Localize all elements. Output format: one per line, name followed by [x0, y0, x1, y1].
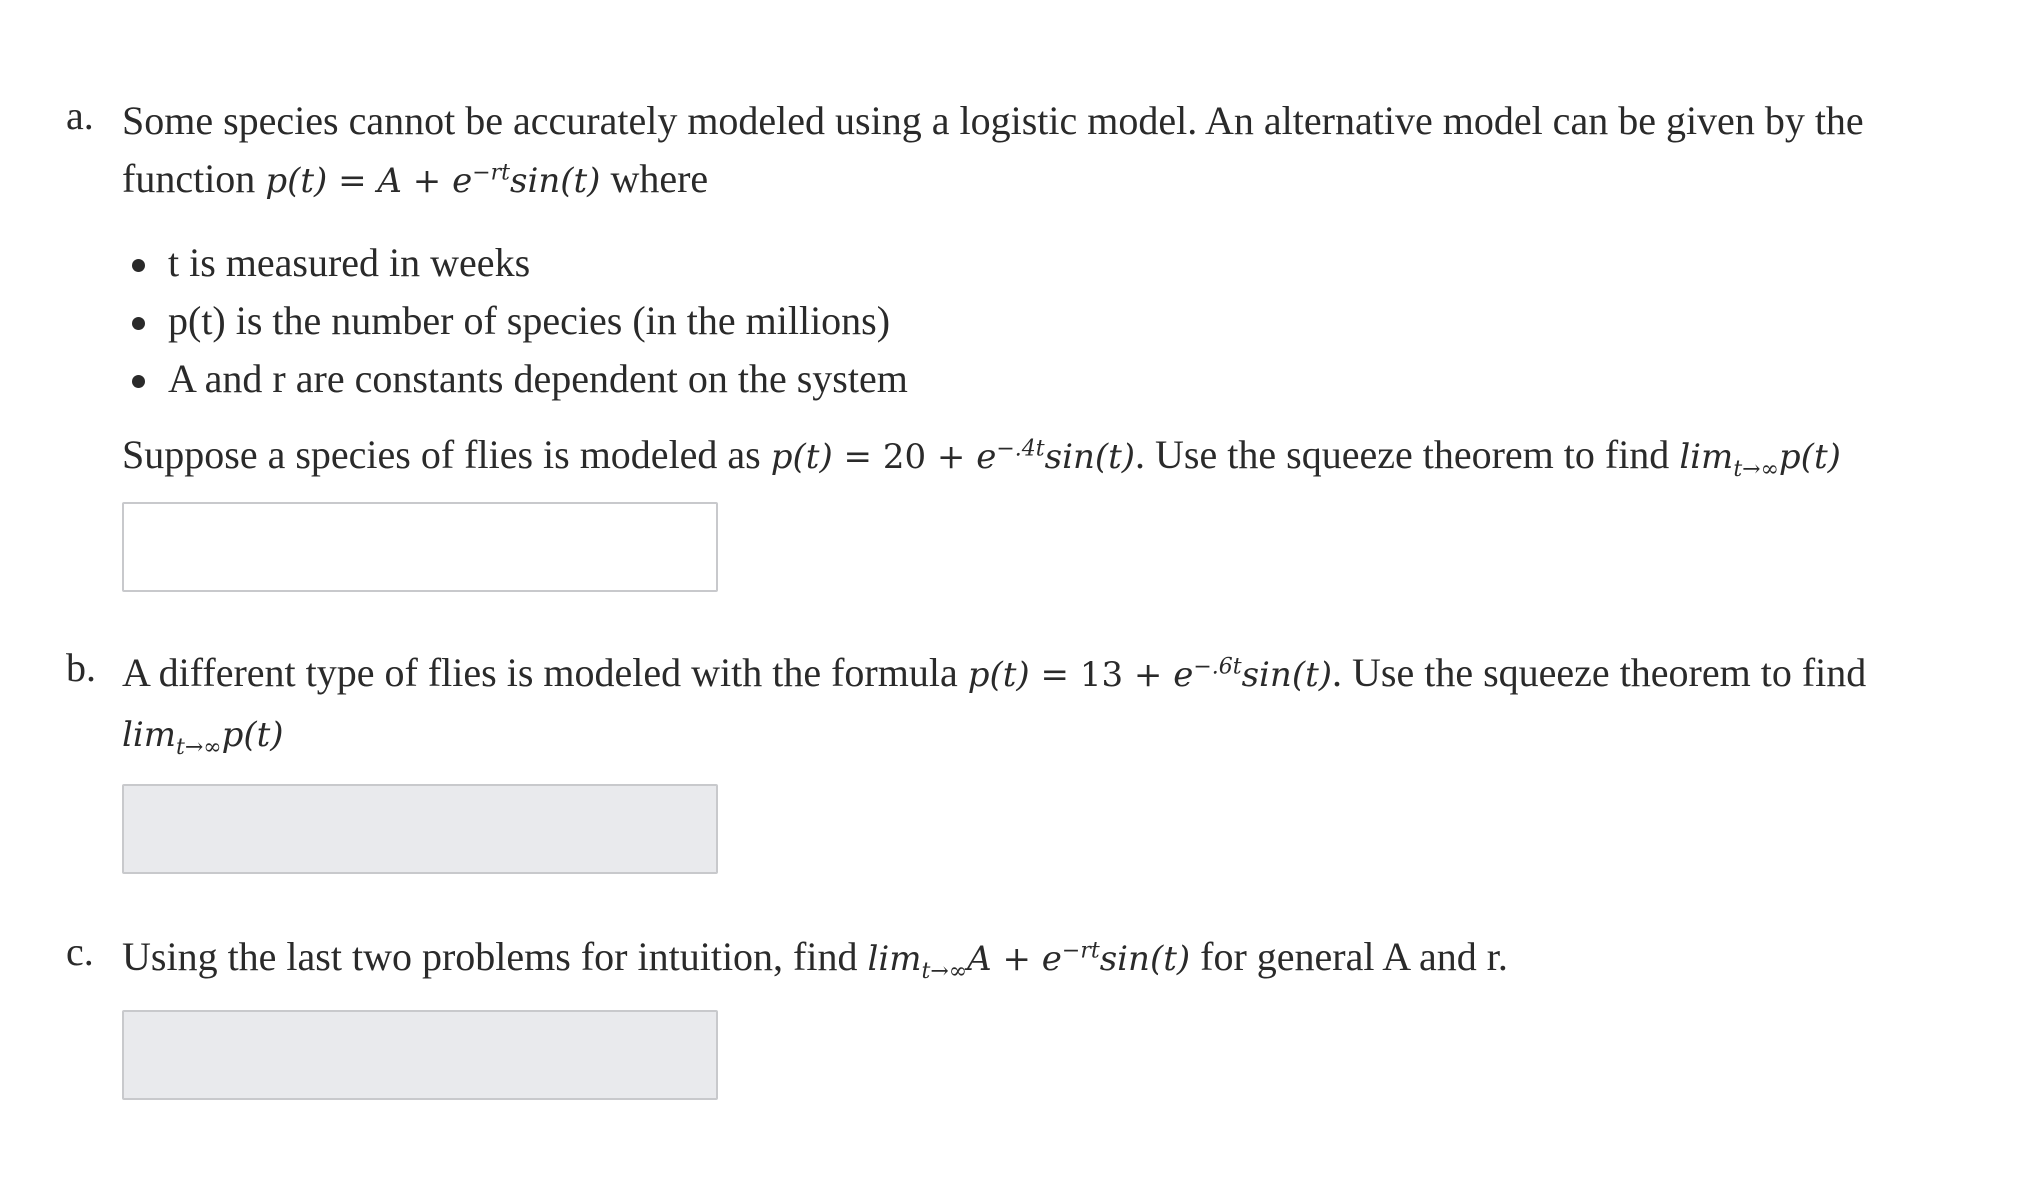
problem-a-intro: Some species cannot be accurately modeled using a logistic model. An alternative model can be given by the function $p(t) = A + e^{-rt}\sin(t)$ where [122, 98, 1864, 201]
problem-a-letter: a. [66, 93, 94, 138]
list-item: t is measured in weeks [122, 234, 1966, 292]
problem-a-question: Suppose a species of flies is modeled as $p(t) = 20 + e^{-.4t}\sin(t)$. Use the squeeze theorem to find $\lim_{t\to\infty}p(t)$ [122, 432, 1841, 482]
limit-expression-c: $\lim_{t\to\infty}A + e^{-rt}\sin(t)$ [867, 938, 1191, 984]
limit-expression-b: $\lim_{t\to\infty}p(t)$ [122, 715, 284, 760]
problem-b: b. A different type of flies is modeled with the formula $p(t) = 13 + e^{-.6t}\sin(t)$. Use the squeeze theorem to find $\lim_{t\to\infty}p(t)$ [66, 645, 1867, 760]
limit-expression-a: $\lim_{t\to\infty}p(t)$ [1679, 437, 1841, 482]
problem-c: c. Using the last two problems for intuition, find $\lim_{t\to\infty}A + e^{-rt}\sin(t)$ for general A and r. [66, 929, 1508, 984]
definition-list [122, 234, 1966, 408]
formula-flies-b: $p(t) = 13 + e^{-.6t}\sin(t)$ [967, 654, 1333, 695]
problem-c-letter: c. [66, 929, 94, 974]
problem-b-letter: b. [66, 645, 96, 690]
answer-input-b[interactable] [122, 784, 718, 874]
formula-general: $p(t) = A + e^{-rt}\sin(t)$ [265, 160, 601, 201]
answer-input-a[interactable] [122, 502, 718, 592]
problem-a [66, 92, 1966, 486]
list-item: A and r are constants dependent on the system [122, 350, 1966, 408]
answer-input-c[interactable] [122, 1010, 718, 1100]
list-item: p(t) is the number of species (in the millions) [122, 292, 1966, 350]
formula-flies-a: $p(t) = 20 + e^{-.4t}\sin(t)$ [770, 436, 1136, 477]
